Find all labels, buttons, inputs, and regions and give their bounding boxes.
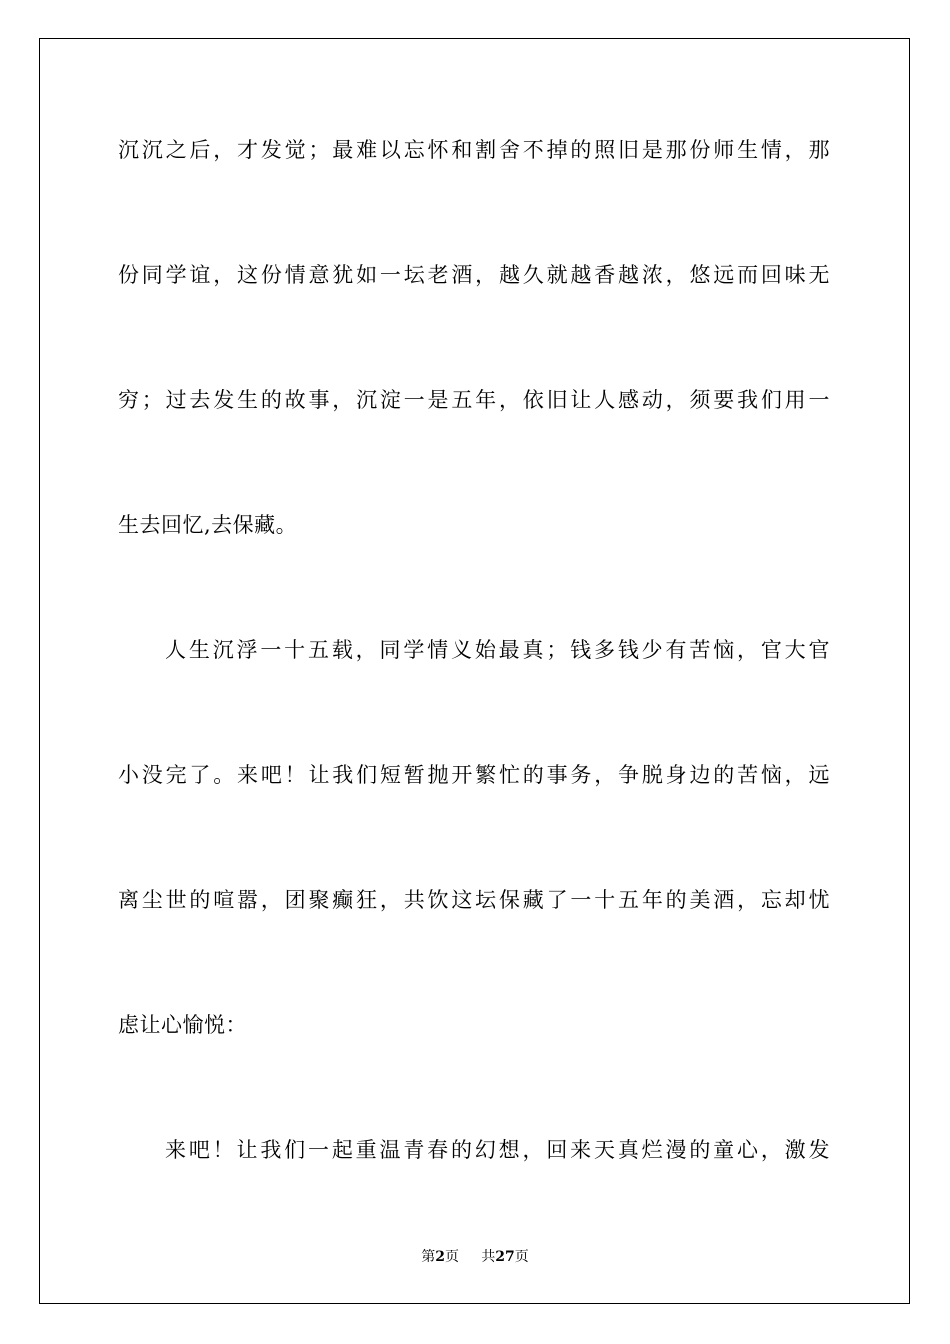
page-border xyxy=(39,38,910,1304)
page-number: 2 xyxy=(435,1249,445,1265)
total-prefix: 共 xyxy=(481,1249,496,1265)
body-text-line: 份同学谊，这份情意犹如一坛老酒，越久就越香越浓，悠远而回味无 xyxy=(118,263,830,287)
body-text-line: 小没完了。来吧！让我们短暂抛开繁忙的事务，争脱身边的苦恼，远 xyxy=(118,763,830,787)
body-text-line: 虑让心愉悦： xyxy=(118,1013,247,1037)
page-suffix: 页 xyxy=(445,1249,459,1265)
total-suffix: 页 xyxy=(514,1249,529,1265)
page-footer xyxy=(0,1247,950,1267)
body-text-line: 穷；过去发生的故事，沉淀一是五年，依旧让人感动，须要我们用一 xyxy=(118,388,830,412)
body-text-line: 沉沉之后，才发觉；最难以忘怀和割舍不掉的照旧是那份师生情，那 xyxy=(118,138,830,162)
total-pages: 27 xyxy=(495,1249,515,1265)
page-prefix: 第 xyxy=(421,1249,436,1265)
body-text-line: 生去回忆,去保藏。 xyxy=(118,513,298,537)
body-text-line: 离尘世的喧嚣，团聚癫狂，共饮这坛保藏了一十五年的美酒，忘却忧 xyxy=(118,888,830,912)
paragraph-first-line: 来吧！让我们一起重温青春的幻想，回来天真烂漫的童心，激发 xyxy=(165,1138,830,1162)
paragraph-first-line: 人生沉浮一十五载，同学情义始最真；钱多钱少有苦恼，官大官 xyxy=(165,638,830,662)
